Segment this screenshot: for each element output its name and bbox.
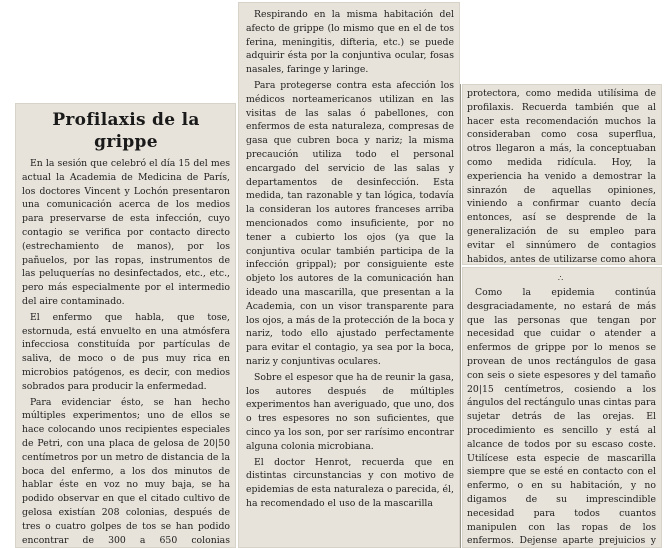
clipping-right-bottom bbox=[462, 267, 662, 548]
paragraph: Sobre el espesor que ha de reunir la gasa, los autores después de múltiples experimentos han averiguado, que uno, dos o tres espesores no son suficientes, que cinco ya los son, por ser rarísimo encontrar alguna colonia microbiana. bbox=[246, 371, 454, 452]
paragraph: En la sesión que celebró el día 15 del mes actual la Academia de Medicina de París, los doctores Vincent y Lochón presentaron una comunicación acerca de los medios para preservarse de esta infección, cuyo contagio se verifica por contacto directo (estrechamiento de manos), por los pañuelos, por las ropas, instrumentos de las peluquerías no desinfectados, etc., etc., pero más especialmente por el intermedio del aire contaminado. bbox=[22, 158, 230, 307]
clipping-middle-column bbox=[238, 2, 460, 548]
paragraph: protectora, como medida utilísima de profilaxis. Recuerda también que al hacer esta recomendación muchos la consideraban como cosa superflua, otros llegaron a más, la conceptuaban como medida ridícula. Hoy, la experiencia ha venido a demostrar la sinrazón de aquellas opiniones, viniendo a confirmar cuanto decía entonces, así se desprende de la generalización de su empleo para evitar el sinnúmero de contagios habidos, antes de utilizarse como ahora bbox=[467, 88, 656, 265]
clipping-left-column bbox=[15, 103, 236, 548]
article-title: Profilaxis de la grippe bbox=[52, 110, 200, 152]
paragraph: Respirando en la misma habitación del afecto de grippe (lo mismo que en el de tos ferina, meningitis, difteria, etc.) se puede adquirir ésta por la conjuntiva ocular, fosas nasales, faringe y laringe. bbox=[246, 9, 454, 76]
paragraph: Para evidenciar ésto, se han hecho múltiples experimentos; uno de ellos se hace colocando unos recipientes especiales de Petri, con una placa de gelosa de 20|50 centímetros por un metro de distancia de la boca del enfermo, a los dos minutos de hablar éste en voz no muy baja, se ha podido observar en que el citado cultivo de gelosa existían 208 colonias, después de tres o cuatro golpes de tos se han podido encontrar de 300 a 650 colonias bbox=[22, 396, 230, 546]
paragraph: Para protegerse contra esta afección los médicos norteamericanos utilizan en las visitas de las salas ó pabellones, con enfermos de esta naturaleza, compresas de gasa que cubren boca y nariz; la misma precaución utiliza todo el personal encargado del servicio de las salas y departamentos de desinfección. Esta medida, tan razonable y tan lógica, todavía la consideran los autores franceses arriba mencionados como insuficiente, por no tener a cubierto los ojos (ya que la conjuntiva ocular también participa de la infección grippal); por consiguiente este objeto los autores de la comunicación han ideado una mascarilla, que presentan a la Academia, con un visor transparente para los ojos, a más de la protección de la boca y nariz, todo ello ajustado perfectamente para evitar el contagio, ya sea por la boca, nariz y conjuntivas oculares. bbox=[246, 79, 454, 367]
paragraph: El enfermo que habla, que tose, estornuda, está envuelto en una atmósfera infecciosa constituída por partículas de saliva, de moco o de pus muy rica en microbios patógenos, es decir, con medios sobrados para producir la enfermedad. bbox=[22, 311, 230, 392]
section-separator: ∴ bbox=[557, 274, 566, 283]
clipping-right-top bbox=[462, 84, 662, 265]
paragraph: Como la epidemia continúa desgraciadamente, no estará de más que las personas que tengan por necesidad que cuidar o atender a enfermos de grippe por lo menos se provean de unos rectángulos de gasa con seis o siete espesores y del tamaño 20|15 centímetros, cosiendo a los ángulos del rectángulo unas cintas para sujetar detrás de las orejas. El procedimiento es sencillo y está al alcance de todos por su escaso coste. Utilícese esta especie de mascarilla siempre que se esté en contacto con el enfermo, o en su habitación, y no digamos de su imprescindible necesidad para todos cuantos manipulen con las ropas de los enfermos. Dejense aparte prejuicios y bbox=[467, 287, 656, 547]
paragraph: El doctor Henrot, recuerda que en distintas circunstancias y con motivo de epidemias de esta naturaleza o parecida, él, ha recomendado el uso de la mascarilla bbox=[246, 456, 454, 509]
column-rule bbox=[460, 84, 461, 548]
